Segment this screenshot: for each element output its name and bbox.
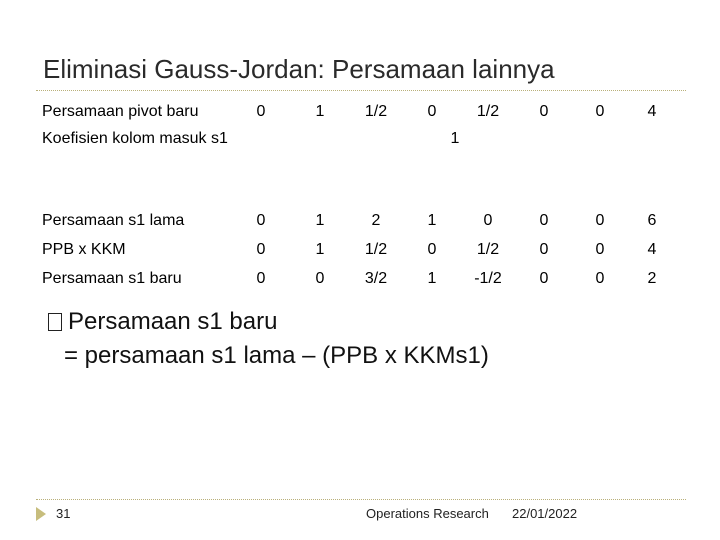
cell: 0 xyxy=(595,103,605,120)
row-label: Koefisien kolom masuk s1 xyxy=(42,130,228,147)
cell: 1 xyxy=(315,241,325,258)
cell: 0 xyxy=(483,212,493,229)
cell: 0 xyxy=(595,270,605,287)
row-label: PPB x KKM xyxy=(42,241,126,258)
cell: -1/2 xyxy=(474,270,502,287)
cell: 1/2 xyxy=(364,241,388,258)
cell: 2 xyxy=(371,212,381,229)
footer-course: Operations Research xyxy=(366,506,489,521)
cell: 0 xyxy=(256,270,266,287)
top-divider xyxy=(36,90,686,91)
bullet-item xyxy=(42,305,489,339)
cell: 0 xyxy=(315,270,325,287)
square-bullet-icon xyxy=(48,313,62,331)
elimination-table xyxy=(40,98,676,299)
slide-title: Eliminasi Gauss-Jordan: Persamaan lainnya xyxy=(43,54,555,84)
cell: 0 xyxy=(427,241,437,258)
cell: 6 xyxy=(647,212,657,229)
cell: 4 xyxy=(647,241,657,258)
cell: 0 xyxy=(256,212,266,229)
bullet-list xyxy=(42,305,489,373)
cell: 0 xyxy=(539,241,549,258)
row-label: Persamaan s1 baru xyxy=(42,270,182,287)
cell: 0 xyxy=(539,270,549,287)
cell: 0 xyxy=(256,103,266,120)
cell: 0 xyxy=(539,103,549,120)
triangle-arrow-icon xyxy=(36,507,46,521)
row-label: Persamaan pivot baru xyxy=(42,103,199,120)
cell: 1 xyxy=(427,270,437,287)
cell: 0 xyxy=(595,212,605,229)
cell: 0 xyxy=(256,241,266,258)
cell: 1/2 xyxy=(476,103,500,120)
page-number: 31 xyxy=(56,506,71,521)
cell: 4 xyxy=(647,103,657,120)
cell: 1 xyxy=(315,103,325,120)
bullet-text: Persamaan s1 baru xyxy=(68,308,278,335)
footer-date: 22/01/2022 xyxy=(512,506,578,521)
cell: 0 xyxy=(539,212,549,229)
cell: 1 xyxy=(315,212,325,229)
cell: 1/2 xyxy=(364,103,388,120)
cell: 0 xyxy=(427,103,437,120)
row-label: Persamaan s1 lama xyxy=(42,212,185,229)
bullet-continuation: = persamaan s1 lama – (PPB x KKMs1) xyxy=(64,342,489,369)
bottom-divider xyxy=(36,499,686,500)
cell: 1 xyxy=(427,212,437,229)
cell: 2 xyxy=(647,270,657,287)
coefficient-value: 1 xyxy=(450,130,460,147)
footer xyxy=(0,504,720,524)
cell: 1/2 xyxy=(476,241,500,258)
cell: 3/2 xyxy=(364,270,388,287)
cell: 0 xyxy=(595,241,605,258)
